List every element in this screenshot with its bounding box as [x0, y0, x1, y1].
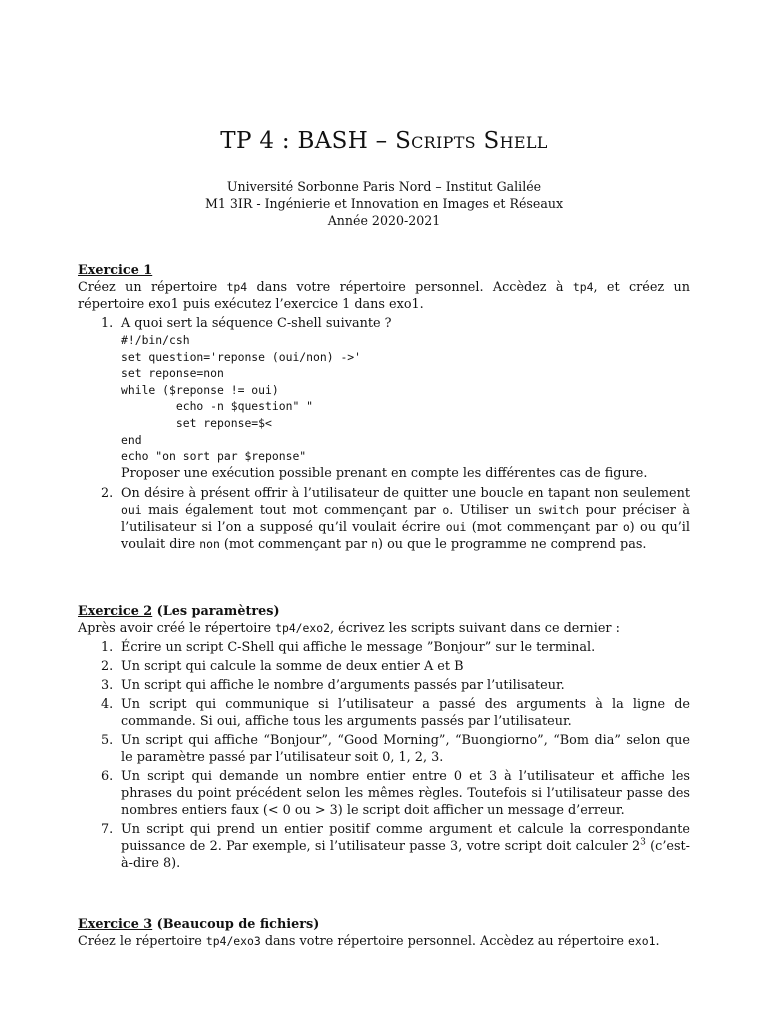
- exercise-2: [78, 603, 690, 872]
- text-run: .: [655, 934, 660, 949]
- list-item: 2. On désire à présent offrir à l’utilisateur de quitter une boucle en tapant non seulement oui mais également tout mot commençant par o. Utiliser un switch pour préciser à l’utilisateur si l’on a supposé qu’il voulait écrire oui (mot commençant par o) ou qu’il voulait dire non (mot commençant par n) ou que le programme ne comprend pas.: [101, 485, 690, 552]
- exercise-1-intro: [78, 279, 690, 313]
- code-line: echo "on sort par $reponse": [121, 449, 307, 464]
- list-item: 7. Un script qui prend un entier positif comme argument et calcule la correspondante puissance de 2. Par exemple, si l’utilisateur passe 3, votre script doit calculer $2^3$ (c’est-à-dire 8).: [101, 822, 691, 871]
- text-run: mais également tout mot commençant par: [141, 502, 443, 518]
- text-run: pour préciser à l’utilisateur si l’on a supposé qu’il voulait écrire: [121, 502, 690, 535]
- inline-code: tp4: [572, 280, 594, 294]
- code-line: set reponse=$<: [121, 415, 272, 430]
- inline-code: tp4: [226, 280, 248, 294]
- question-text: A quoi sert la séquence C-shell suivante ?: [121, 316, 392, 331]
- list-item: 4. Un script qui communique si l’utilisateur a passé des arguments à la ligne de commande. Si oui, affiche tous les arguments passés par l’utilisateur.: [101, 697, 690, 729]
- title-smallcaps: Scripts Shell: [395, 128, 548, 154]
- text-run: (mot commençant par: [466, 519, 623, 535]
- code-line: while ($reponse != oui): [121, 382, 279, 397]
- code-line: #!/bin/csh: [121, 333, 190, 347]
- inline-code: o: [622, 519, 630, 534]
- code-line: set reponse=non: [121, 366, 224, 381]
- text-run: (mot commençant par: [219, 536, 372, 552]
- list-item: 6. Un script qui demande un nombre entier entre 0 et 3 à l’utilisateur et affiche les phrases du point précédent selon les mêmes règles. Toutefois si l’utilisateur passe des nombres entiers faux (< 0 ou > 3) le script doit afficher un message d’erreur.: [101, 769, 690, 818]
- code-line: end: [121, 432, 142, 447]
- year-line: Année 2020-2021: [327, 213, 441, 228]
- inline-code: tp4/exo2: [275, 621, 330, 635]
- text-run: Après avoir créé le répertoire: [78, 621, 276, 636]
- code-block: [121, 332, 690, 465]
- exercise-2-list: [78, 639, 690, 872]
- exercise-1-heading: Exercice 1: [78, 263, 153, 278]
- text-run: ) ou que le programme ne comprend pas.: [378, 536, 647, 552]
- text-run: . Utiliser un: [449, 502, 538, 518]
- exercise-3-heading: Exercice 3 (Beaucoup de fichiers): [78, 917, 320, 932]
- text-run: , écrivez les scripts suivant dans ce dernier :: [329, 621, 620, 636]
- list-item: 2. Un script qui calcule la somme de deux entier A et B: [101, 659, 464, 674]
- inline-code: oui: [121, 502, 142, 517]
- inline-code: exo1: [628, 934, 656, 948]
- exercise-3-intro: [78, 933, 690, 950]
- text-run: dans votre répertoire personnel. Accèdez au répertoire: [260, 934, 628, 949]
- document-meta: [78, 178, 690, 229]
- list-item: 1. A quoi sert la séquence C-shell suivante ? #!/bin/csh set question='reponse (oui/non) ->' set reponse=non while ($reponse != oui) echo -n $question" " set reponse=$< end echo "on sort par $reponse" Proposer une exécution possible prenant en compte les différentes cas de figure.: [78, 315, 690, 482]
- title-main: TP 4 : BASH –: [220, 128, 396, 154]
- exercise-1: [78, 262, 690, 553]
- text-run: Créez un répertoire: [78, 280, 227, 295]
- inline-code: switch: [537, 502, 580, 517]
- exercise-2-intro: [78, 620, 690, 637]
- code-line: echo -n $question" ": [121, 399, 314, 414]
- exercise-1-list: [78, 315, 690, 553]
- text-run: Créez le répertoire: [78, 934, 206, 949]
- inline-code: tp4/exo3: [205, 934, 261, 948]
- question-followup: Proposer une exécution possible prenant en compte les différentes cas de figure.: [121, 465, 648, 481]
- exponent: 3: [640, 837, 646, 848]
- code-line: set question='reponse (oui/non) ->': [121, 349, 362, 364]
- inline-code: o: [442, 502, 450, 517]
- inline-code: n: [371, 536, 379, 551]
- exercise-3: [78, 916, 690, 950]
- text-run: On désire à présent offrir à l’utilisateur de quitter une boucle en tapant non seulement: [121, 485, 690, 501]
- text-run: , et créez un répertoire exo1 puis exécutez l’exercice 1 dans exo1.: [78, 280, 690, 312]
- text-run: dans votre répertoire personnel. Accèdez à: [247, 280, 573, 295]
- exercise-2-heading: Exercice 2 (Les paramètres): [78, 604, 280, 619]
- document-title: [78, 128, 690, 154]
- university-line: Université Sorbonne Paris Nord – Institut Galilée: [226, 179, 542, 194]
- list-item: 3. Un script qui affiche le nombre d’arguments passés par l’utilisateur.: [101, 678, 565, 693]
- list-item: 5. Un script qui affiche “Bonjour”, “Good Morning”, “Buongiorno”, “Bom dia” selon que le paramètre passé par l’utilisateur soit 0, 1, 2, 3.: [101, 733, 690, 765]
- question-text: [121, 485, 690, 553]
- inline-code: non: [199, 536, 220, 551]
- text-run: ) ou qu’il voulait dire: [121, 519, 690, 552]
- inline-code: oui: [445, 519, 467, 534]
- program-line: M1 3IR - Ingénierie et Innovation en Images et Réseaux: [204, 196, 564, 211]
- list-item: 1. Écrire un script C-Shell qui affiche le message ”Bonjour” sur le terminal.: [101, 640, 596, 655]
